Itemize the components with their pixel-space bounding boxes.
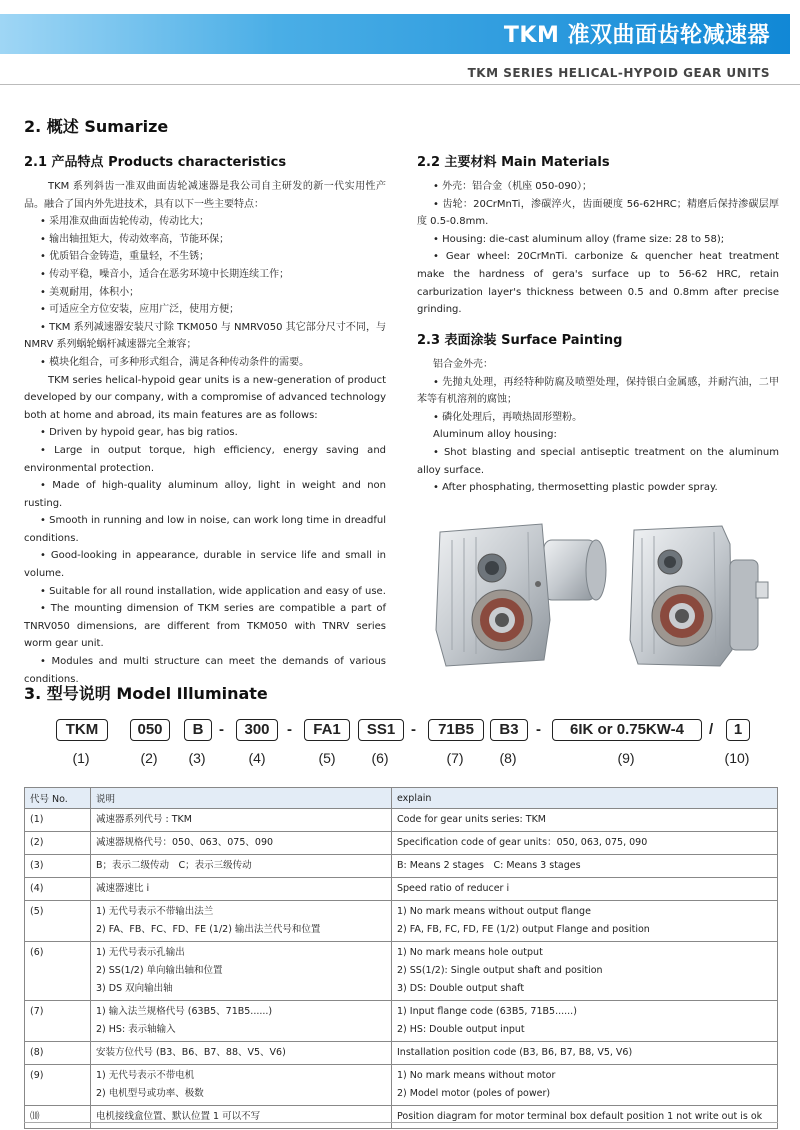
code-number: (8) bbox=[499, 750, 517, 766]
table-row bbox=[25, 1065, 778, 1106]
code-number: (5) bbox=[318, 750, 336, 766]
code-number: (6) bbox=[371, 750, 389, 766]
row-en bbox=[392, 1001, 778, 1042]
row-no: (7) bbox=[25, 1001, 91, 1042]
row-cn-line: 2) FA、FB、FC、FD、FE (1/2) 输出法兰代号和位置 bbox=[96, 924, 321, 935]
row-en-line: 2) HS: Double output input bbox=[397, 1024, 525, 1035]
gear-unit-photo-2 bbox=[628, 520, 770, 670]
painting-line: Aluminum alloy housing: bbox=[433, 429, 557, 441]
code-output-flange: FA1 bbox=[304, 719, 350, 741]
code-number: (4) bbox=[248, 750, 266, 766]
row-cn bbox=[91, 832, 392, 855]
en-bullet: • Good-looking in appearance, durable in service life and small in volume. bbox=[24, 550, 386, 580]
row-en-line: 3) DS: Double output shaft bbox=[397, 983, 525, 994]
row-cn-line: 电机接线盒位置、默认位置 1 可以不写 bbox=[96, 1111, 261, 1122]
en-bullet: • The mounting dimension of TKM series are compatible a part of TNRV050 dimensions, are different from TKM050 with TNRV series worm gear unit. bbox=[24, 603, 386, 650]
painting-line: • 先抛丸处理，再经特种防腐及喷塑处理，保持银白金属感，并耐汽油，二甲苯等有机溶剂的腐蚀； bbox=[417, 376, 779, 406]
row-no: (8) bbox=[25, 1042, 91, 1065]
en-bullet: • Smooth in running and low in noise, can work long time in dreadful conditions. bbox=[24, 515, 386, 544]
page-title: TKM 准双曲面齿轮减速器 bbox=[503, 23, 770, 48]
separator: - bbox=[411, 721, 416, 738]
row-cn-line: 1) 无代号表示孔输出 bbox=[96, 947, 185, 958]
gear-unit-photo-1 bbox=[432, 520, 610, 670]
cn-bullet: • 模块化组合，可多种形式组合，满足各种传动条件的需要。 bbox=[40, 356, 310, 368]
section-2-heading: 2. 概述 Sumarize bbox=[24, 117, 169, 136]
code-number: (3) bbox=[188, 750, 206, 766]
table-row bbox=[25, 878, 778, 901]
cn-bullet: • TKM 系列减速器安装尺寸除 TKM050 与 NMRV050 其它部分尺寸不同，与 NMRV 系列蜗轮蜗杆减速器完全兼容； bbox=[24, 321, 386, 351]
cn-bullet: • 可适应全方位安装，应用广泛，使用方便； bbox=[40, 304, 240, 316]
header-banner bbox=[0, 14, 790, 54]
row-en-line: 1) No mark means without output flange bbox=[397, 906, 591, 917]
row-en-line: Position diagram for motor terminal box default position 1 not write out is ok bbox=[397, 1111, 763, 1122]
code-input-flange: 71B5 bbox=[428, 719, 484, 741]
materials-line: • Housing: die-cast aluminum alloy (frame size: 28 to 58); bbox=[433, 233, 725, 245]
table-row bbox=[25, 855, 778, 878]
row-en-line: 1) No mark means hole output bbox=[397, 947, 543, 958]
code-size: 050 bbox=[130, 719, 170, 741]
en-bullet: • Suitable for all round installation, wide application and easy of use. bbox=[40, 585, 386, 597]
row-en-line: 1) No mark means without motor bbox=[397, 1070, 556, 1081]
code-number: (10) bbox=[724, 750, 750, 766]
footer-divider bbox=[24, 1122, 778, 1123]
header-en: explain bbox=[392, 788, 778, 809]
code-number: (9) bbox=[617, 750, 635, 766]
row-cn bbox=[91, 809, 392, 832]
row-en bbox=[392, 1065, 778, 1106]
surface-painting-text bbox=[417, 356, 779, 497]
section-2-3-heading: 2.3 表面涂装 Surface Painting bbox=[417, 333, 623, 348]
header-cn: 说明 bbox=[91, 788, 392, 809]
row-en-line: 2) SS(1/2): Single output shaft and position bbox=[397, 965, 603, 976]
row-no: (6) bbox=[25, 942, 91, 1001]
header-divider bbox=[0, 84, 800, 85]
row-no: (4) bbox=[25, 878, 91, 901]
row-cn-line: 1) 输入法兰规格代号 (63B5、71B5......) bbox=[96, 1006, 273, 1017]
row-no: (9) bbox=[25, 1065, 91, 1106]
section-2-2-heading: 2.2 主要材料 Main Materials bbox=[417, 155, 610, 170]
row-en-line: Installation position code (B3, B6, B7, B8, V5, V6) bbox=[397, 1047, 633, 1058]
row-cn-line: 减速器系列代号 : TKM bbox=[96, 814, 192, 825]
cn-bullet: • 输出轴扭矩大，传动效率高，节能环保； bbox=[40, 233, 230, 245]
row-en-line: B: Means 2 stages C: Means 3 stages bbox=[397, 860, 581, 871]
page-subtitle: TKM SERIES HELICAL-HYPOID GEAR UNITS bbox=[467, 66, 770, 80]
materials-line: • 齿轮：20CrMnTi，渗碳淬火，齿面硬度 56-62HRC；精磨后保持渗碳层厚度 0.5-0.8mm. bbox=[417, 198, 779, 228]
cn-intro: TKM 系列斜齿一准双曲面齿轮减速器是我公司自主研发的新一代实用性产品。融合了国内外先进技术，具有以下一些主要特点： bbox=[24, 181, 386, 210]
separator: - bbox=[536, 721, 541, 738]
row-en-line: Speed ratio of reducer i bbox=[397, 883, 510, 894]
section-3-heading: 3. 型号说明 Model Illuminate bbox=[24, 684, 268, 703]
model-explanation-table bbox=[24, 787, 778, 1129]
code-mounting: B3 bbox=[490, 719, 528, 741]
table-row bbox=[25, 901, 778, 942]
row-cn bbox=[91, 878, 392, 901]
code-output-shaft: SS1 bbox=[358, 719, 404, 741]
row-cn-line: 1) 无代号表示不带输出法兰 bbox=[96, 906, 214, 917]
en-intro: TKM series helical-hypoid gear units is a new-generation of product developed by our company, with a compromise of advanced technology both at home and abroad, its main features are as follows: bbox=[24, 374, 386, 421]
main-materials-text bbox=[417, 178, 779, 319]
row-cn-line: 安装方位代号 (B3、B6、B7、88、V5、V6) bbox=[96, 1047, 286, 1058]
row-no: (1) bbox=[25, 809, 91, 832]
row-cn bbox=[91, 855, 392, 878]
row-cn bbox=[91, 901, 392, 942]
row-no: (5) bbox=[25, 901, 91, 942]
row-en bbox=[392, 809, 778, 832]
row-cn-line: 2) 电机型号或功率、极数 bbox=[96, 1088, 204, 1099]
table-row bbox=[25, 809, 778, 832]
cn-bullet: • 优质铝合金铸造，重量轻，不生锈； bbox=[40, 251, 210, 263]
row-en bbox=[392, 1106, 778, 1129]
painting-line: • Shot blasting and special antiseptic treatment on the aluminum alloy surface. bbox=[417, 446, 779, 476]
table-row bbox=[25, 1042, 778, 1065]
code-number: (2) bbox=[140, 750, 158, 766]
row-cn bbox=[91, 1065, 392, 1106]
row-en-line: Specification code of gear units：050, 063, 075, 090 bbox=[397, 837, 648, 848]
code-number: (7) bbox=[446, 750, 464, 766]
en-bullet: • Large in output torque, high efficiency, energy saving and environmental protection. bbox=[24, 444, 386, 474]
row-en-line: Code for gear units series: TKM bbox=[397, 814, 547, 825]
row-cn-line: 减速器规格代号：050、063、075、090 bbox=[96, 837, 274, 848]
en-bullet: • Modules and multi structure can meet the demands of various conditions. bbox=[24, 656, 386, 685]
separator: - bbox=[219, 721, 224, 738]
cn-bullet: • 采用准双曲面齿轮传动，传动比大； bbox=[40, 216, 210, 228]
separator: - bbox=[287, 721, 292, 738]
row-no: (2) bbox=[25, 832, 91, 855]
row-cn-line: 减速器速比 i bbox=[96, 883, 150, 894]
code-number: (1) bbox=[72, 750, 90, 766]
painting-line: 铝合金外壳： bbox=[433, 359, 493, 370]
table-row bbox=[25, 1001, 778, 1042]
products-characteristics-text bbox=[24, 178, 386, 688]
row-cn bbox=[91, 942, 392, 1001]
row-en bbox=[392, 942, 778, 1001]
row-cn bbox=[91, 1106, 392, 1129]
section-2-1-heading: 2.1 产品特点 Products characteristics bbox=[24, 155, 287, 170]
cn-bullet-list bbox=[24, 213, 386, 371]
row-en-line: 1) Input flange code (63B5, 71B5......) bbox=[397, 1006, 577, 1017]
materials-line: • Gear wheel: 20CrMnTi. carbonize & quencher heat treatment make the hardness of gera's surface up to 56-62 HRC, retain carburization layer's thickness between 0.5 and 0.8mm after precise grinding. bbox=[417, 251, 779, 316]
row-en-line: 2) Model motor (poles of power) bbox=[397, 1088, 551, 1099]
row-en bbox=[392, 855, 778, 878]
row-en bbox=[392, 878, 778, 901]
row-en bbox=[392, 832, 778, 855]
table-row bbox=[25, 1106, 778, 1129]
cn-bullet: • 传动平稳，噪音小，适合在恶劣环境中长期连续工作； bbox=[40, 268, 290, 280]
model-code bbox=[56, 719, 756, 743]
code-motor: 6IK or 0.75KW-4 bbox=[552, 719, 702, 741]
row-en-line: 2) FA, FB, FC, FD, FE (1/2) output Flange and position bbox=[397, 924, 650, 935]
separator: / bbox=[709, 721, 714, 738]
row-no: (3) bbox=[25, 855, 91, 878]
row-en bbox=[392, 901, 778, 942]
row-cn bbox=[91, 1001, 392, 1042]
code-terminal-box: 1 bbox=[726, 719, 750, 741]
row-cn-line: 2) HS: 表示轴输入 bbox=[96, 1024, 176, 1035]
row-no: ⑽ bbox=[25, 1106, 91, 1129]
row-en bbox=[392, 1042, 778, 1065]
table-row bbox=[25, 942, 778, 1001]
row-cn-line: 3) DS 双向输出轴 bbox=[96, 983, 173, 994]
materials-line: • 外壳：铝合金（机座 050-090）； bbox=[433, 181, 593, 192]
code-ratio: 300 bbox=[236, 719, 278, 741]
header-no: 代号 No. bbox=[25, 788, 91, 809]
code-series: TKM bbox=[56, 719, 108, 741]
en-bullet-list bbox=[24, 424, 386, 688]
cn-bullet: • 美观耐用，体积小； bbox=[40, 286, 140, 298]
painting-line: • 磷化处理后，再喷热固形塑粉。 bbox=[433, 411, 583, 423]
row-cn bbox=[91, 1042, 392, 1065]
row-cn-line: 2) SS(1/2) 单向输出轴和位置 bbox=[96, 965, 223, 976]
en-bullet: • Driven by hypoid gear, has big ratios. bbox=[40, 427, 238, 439]
en-bullet: • Made of high-quality aluminum alloy, light in weight and non rusting. bbox=[24, 480, 386, 509]
code-stages: B bbox=[184, 719, 212, 741]
row-cn-line: B；表示二级传动 C；表示三级传动 bbox=[96, 860, 252, 871]
table-row bbox=[25, 832, 778, 855]
row-cn-line: 1) 无代号表示不带电机 bbox=[96, 1070, 195, 1081]
painting-line: • After phosphating, thermosetting plastic powder spray. bbox=[433, 482, 718, 494]
